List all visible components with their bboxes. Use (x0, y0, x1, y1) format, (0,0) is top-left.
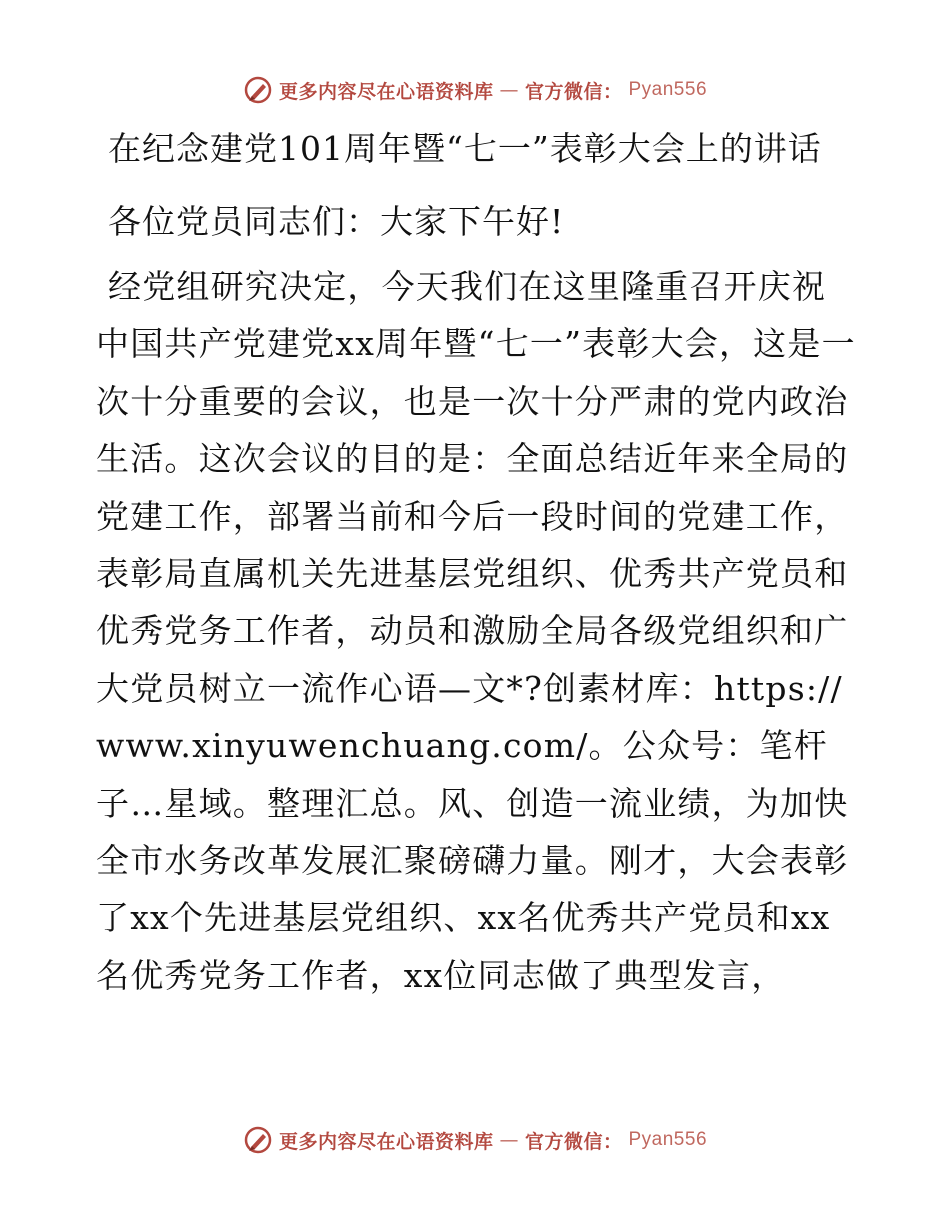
document-title: 在纪念建党101周年暨“七一”表彰大会上的讲话 (108, 129, 822, 168)
watermark-separator: — (499, 79, 519, 101)
watermark-wechat-label: 官方微信： (524, 80, 623, 103)
watermark-brand-text: 更多内容尽在心语资料库 (278, 80, 494, 103)
watermark-separator: — (499, 1129, 519, 1151)
footer-watermark (0, 1120, 950, 1160)
pen-circle-icon (243, 75, 273, 105)
header-watermark (0, 70, 950, 110)
watermark-wechat-id: Pyan556 (628, 1129, 708, 1150)
watermark-brand-text: 更多内容尽在心语资料库 (278, 1130, 494, 1153)
document-paragraph: 经党组研究决定，今天我们在这里隆重召开庆祝中国共产党建党xx周年暨“七一”表彰大会，这是一次十分重要的会议，也是一次十分严肃的党内政治生活。这次会议的目的是：全面总结近年来全局的党建工作，部署当前和今后一段时间的党建工作，表彰局直属机关先进基层党组织、优秀共产党员和优秀党务工作者，动员和激励全局各级党组织和广大党员树立一流作心语—文*?创素材库：https://www.xinyuwenchuang.com/。公众号：笔杆子…星域。整理汇总。风、创造一流业绩，为加快全市水务改革发展汇聚磅礴力量。刚才，大会表彰了xx个先进基层党组织、xx名优秀共产党员和xx名优秀党务工作者，xx位同志做了典型发言， (96, 267, 856, 995)
document-body (96, 124, 856, 1004)
pen-circle-icon (243, 1125, 273, 1155)
watermark-wechat-id: Pyan556 (628, 79, 708, 100)
document-greeting: 各位党员同志们：大家下午好! (108, 202, 565, 241)
watermark-wechat-label: 官方微信： (524, 1130, 623, 1153)
